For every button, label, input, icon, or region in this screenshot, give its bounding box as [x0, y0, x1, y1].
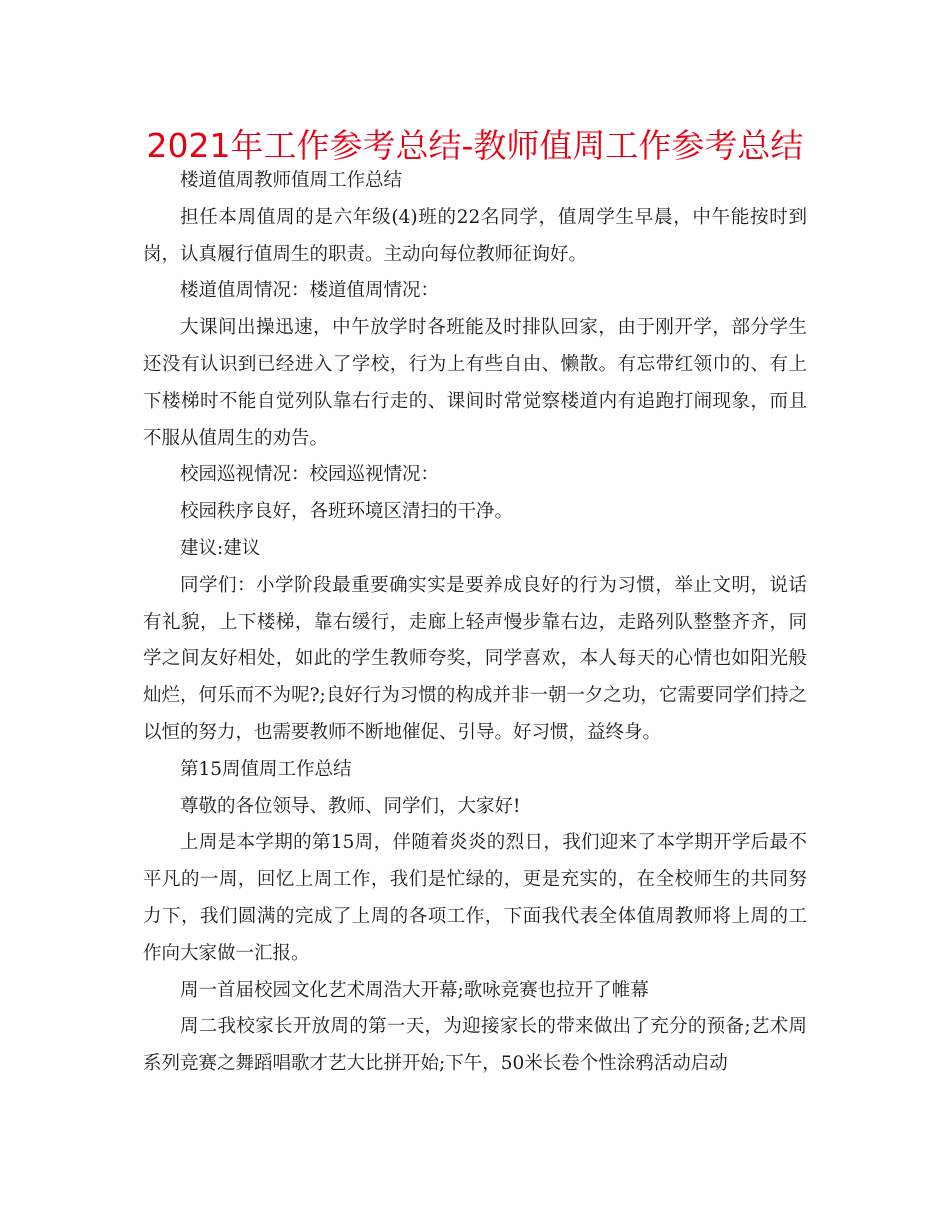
paragraph: 担任本周值周的是六年级(4)班的22名同学，值周学生早晨，中午能按时到岗，认真履行值周生的职责。主动向每位教师征询好。	[143, 206, 807, 265]
paragraph: 上周是本学期的第15周，伴随着炎炎的烈日，我们迎来了本学期开学后最不平凡的一周，回忆上周工作，我们是忙绿的，更是充实的，在全校师生的共同努力下，我们圆满的完成了上周的各项工作，下面我代表全体值周教师将上周的工作向大家做一汇报。	[143, 832, 807, 964]
paragraph: 校园巡视情况：校园巡视情况：	[180, 464, 440, 486]
paragraph: 楼道值周教师值周工作总结	[180, 170, 403, 191]
document-body	[143, 163, 807, 1083]
paragraph: 周一首届校园文化艺术周浩大开幕;歌咏竞赛也拉开了帷幕	[180, 979, 649, 1001]
paragraph: 同学们：小学阶段最重要确实实是要养成良好的行为习惯，举止文明，说话有礼貌，上下楼梯，靠右缓行，走廊上轻声慢步靠右边，走路列队整整齐齐，同学之间友好相处，如此的学生教师夸奖，同学喜欢，本人每天的心情也如阳光般灿烂，何乐而不为呢?;良好行为习惯的构成并非一朝一夕之功，它需要同学们持之以恒的努力，也需要教师不断地催促、引导。好习惯，益终身。	[143, 574, 807, 743]
paragraph: 大课间出操迅速，中午放学时各班能及时排队回家，由于刚开学，部分学生还没有认识到已经进入了学校，行为上有些自由、懒散。有忘带红领巾的、有上下楼梯时不能自觉列队靠右行走的、课间时常觉察楼道内有追跑打闹现象，而且不服从值周生的劝告。	[143, 317, 807, 449]
paragraph: 尊敬的各位领导、教师、同学们，大家好!	[180, 795, 521, 817]
paragraph: 第15周值周工作总结	[180, 758, 352, 780]
paragraph: 楼道值周情况：楼道值周情况：	[180, 280, 440, 302]
paragraph: 校园秩序良好，各班环境区清扫的干净。	[180, 501, 514, 523]
paragraph: 建议:建议	[180, 537, 261, 559]
document-title: 2021年工作参考总结-教师值周工作参考总结	[146, 126, 804, 165]
paragraph: 周二我校家长开放周的第一天，为迎接家长的带来做出了充分的预备;艺术周系列竞赛之舞蹈唱歌才艺大比拼开始;下午，50米长卷个性涂鸦活动启动	[143, 1016, 807, 1075]
